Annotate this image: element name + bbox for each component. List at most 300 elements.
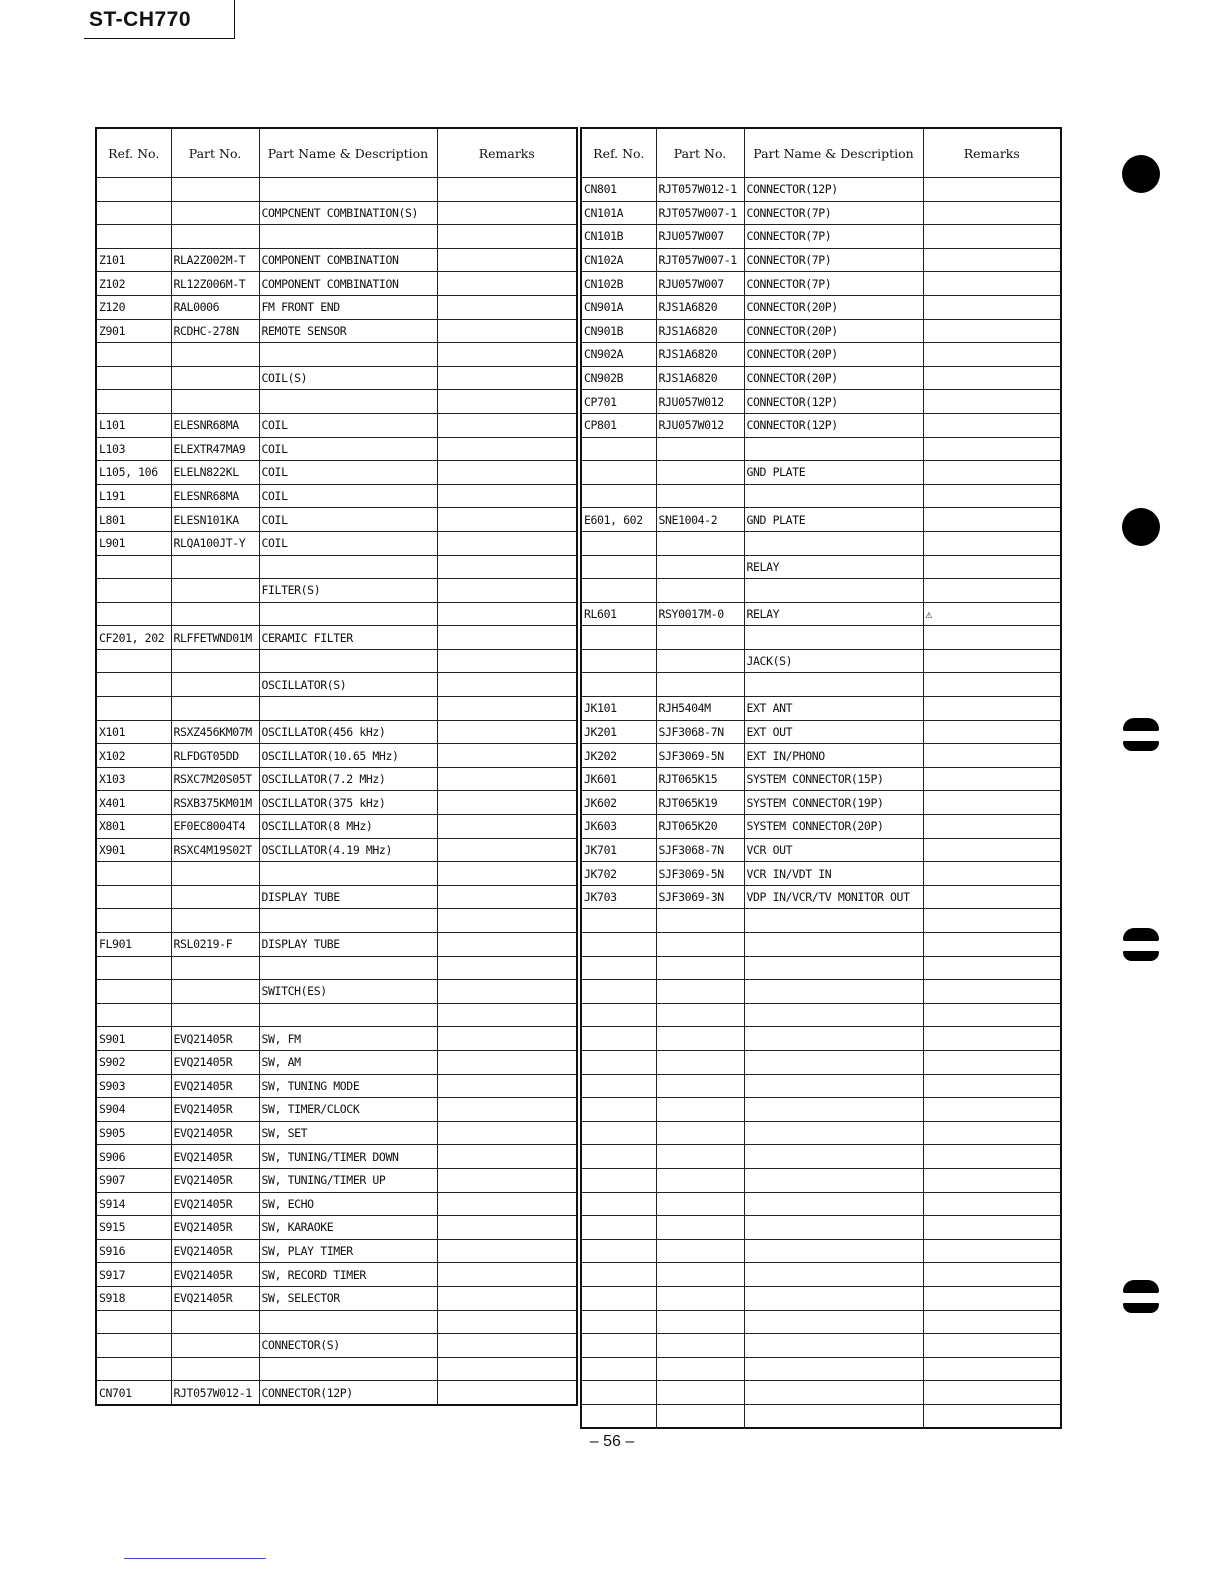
remarks-cell <box>437 649 577 673</box>
description-cell: OSCILLATOR(S) <box>259 673 437 697</box>
table-row <box>581 319 1061 343</box>
ref-no-cell <box>581 626 656 650</box>
remarks-cell <box>437 1310 577 1334</box>
table-row <box>581 673 1061 697</box>
ref-no-cell: L801 <box>96 508 171 532</box>
ref-no-cell: JK201 <box>581 720 656 744</box>
part-no-cell <box>656 1286 744 1310</box>
ref-no-cell: CN102B <box>581 272 656 296</box>
table-row <box>96 1286 577 1310</box>
ref-no-cell <box>96 1310 171 1334</box>
part-no-cell: RJT057W007-1 <box>656 201 744 225</box>
ref-no-cell <box>581 1286 656 1310</box>
remarks-cell <box>923 1050 1061 1074</box>
table-row <box>96 1192 577 1216</box>
remarks-cell <box>923 461 1061 485</box>
ref-no-cell: JK702 <box>581 862 656 886</box>
remarks-cell <box>437 343 577 367</box>
part-no-cell <box>656 1027 744 1051</box>
table-row <box>96 1145 577 1169</box>
description-cell <box>744 1239 923 1263</box>
table-row <box>96 933 577 957</box>
table-row <box>96 602 577 626</box>
ref-no-cell <box>581 673 656 697</box>
ref-no-cell <box>96 862 171 886</box>
remarks-cell <box>923 1404 1061 1428</box>
part-no-cell <box>656 1334 744 1358</box>
description-cell: CONNECTOR(S) <box>259 1334 437 1358</box>
remarks-cell <box>437 1074 577 1098</box>
part-no-cell <box>171 343 259 367</box>
description-cell: OSCILLATOR(375 kHz) <box>259 791 437 815</box>
remarks-cell <box>437 1168 577 1192</box>
table-row <box>96 531 577 555</box>
ref-no-cell: E601, 602 <box>581 508 656 532</box>
part-no-cell: ELESNR68MA <box>171 413 259 437</box>
part-no-cell <box>656 980 744 1004</box>
ref-no-cell <box>96 1334 171 1358</box>
part-no-cell: EVQ21405R <box>171 1168 259 1192</box>
ref-no-cell: X103 <box>96 767 171 791</box>
table-row <box>96 1098 577 1122</box>
part-no-cell: RSL0219-F <box>171 933 259 957</box>
part-no-cell <box>171 673 259 697</box>
table-row <box>96 1121 577 1145</box>
table-row <box>581 1121 1061 1145</box>
part-no-cell <box>656 1263 744 1287</box>
remarks-cell <box>437 602 577 626</box>
description-cell: CONNECTOR(7P) <box>744 248 923 272</box>
remarks-cell <box>437 531 577 555</box>
part-no-cell <box>171 885 259 909</box>
description-cell: SW, SET <box>259 1121 437 1145</box>
ref-no-cell: JK602 <box>581 791 656 815</box>
remarks-cell <box>437 673 577 697</box>
remarks-cell <box>437 1263 577 1287</box>
table-row <box>96 673 577 697</box>
description-cell: GND PLATE <box>744 461 923 485</box>
table-row <box>581 1334 1061 1358</box>
part-no-cell: EVQ21405R <box>171 1216 259 1240</box>
part-no-cell <box>656 649 744 673</box>
description-cell <box>259 1357 437 1381</box>
part-no-cell: RAL0006 <box>171 295 259 319</box>
remarks-cell <box>437 697 577 721</box>
table-row <box>581 1357 1061 1381</box>
part-no-cell <box>656 956 744 980</box>
part-no-cell: EVQ21405R <box>171 1098 259 1122</box>
ref-no-cell <box>96 225 171 249</box>
table-row <box>581 437 1061 461</box>
ref-no-cell <box>581 1263 656 1287</box>
part-no-cell: RJT065K20 <box>656 815 744 839</box>
ref-no-cell: Z120 <box>96 295 171 319</box>
remarks-cell <box>923 319 1061 343</box>
ref-no-cell <box>581 1098 656 1122</box>
table-row <box>96 956 577 980</box>
table-row <box>581 295 1061 319</box>
description-cell <box>259 1003 437 1027</box>
remarks-cell <box>923 1310 1061 1334</box>
part-no-cell <box>171 909 259 933</box>
description-cell <box>259 956 437 980</box>
ref-no-cell: CP801 <box>581 413 656 437</box>
part-no-cell: RJT057W012-1 <box>656 178 744 202</box>
table-row <box>96 1334 577 1358</box>
remarks-cell <box>923 1003 1061 1027</box>
remarks-cell <box>923 933 1061 957</box>
remarks-cell <box>437 838 577 862</box>
description-cell <box>744 1145 923 1169</box>
remarks-cell <box>923 1098 1061 1122</box>
description-cell <box>259 697 437 721</box>
remarks-cell <box>923 484 1061 508</box>
description-cell: COIL <box>259 413 437 437</box>
description-cell: COMPONENT COMBINATION <box>259 272 437 296</box>
part-no-cell <box>656 579 744 603</box>
table-row <box>581 343 1061 367</box>
col-header-description: Part Name & Description <box>744 128 923 178</box>
ref-no-cell <box>96 956 171 980</box>
table-row <box>581 1168 1061 1192</box>
ref-no-cell <box>581 1074 656 1098</box>
ref-no-cell <box>581 461 656 485</box>
remarks-cell <box>923 909 1061 933</box>
punch-hole-mark <box>1123 741 1159 751</box>
table-row <box>581 1145 1061 1169</box>
part-no-cell <box>171 178 259 202</box>
ref-no-cell: Z102 <box>96 272 171 296</box>
table-row <box>96 1310 577 1334</box>
punch-hole-mark <box>1123 718 1159 731</box>
remarks-cell <box>923 1286 1061 1310</box>
table-row <box>581 1310 1061 1334</box>
remarks-cell <box>437 980 577 1004</box>
part-no-cell <box>171 1334 259 1358</box>
table-row <box>581 1286 1061 1310</box>
table-row <box>581 1050 1061 1074</box>
remarks-cell <box>437 1357 577 1381</box>
ref-no-cell <box>581 1168 656 1192</box>
remarks-cell <box>923 862 1061 886</box>
description-cell <box>744 1121 923 1145</box>
remarks-cell <box>923 1216 1061 1240</box>
ref-no-cell: JK101 <box>581 697 656 721</box>
description-cell: CONNECTOR(20P) <box>744 295 923 319</box>
remarks-cell <box>923 720 1061 744</box>
description-cell: COIL <box>259 508 437 532</box>
part-no-cell: EVQ21405R <box>171 1050 259 1074</box>
part-no-cell: EF0EC8004T4 <box>171 815 259 839</box>
part-no-cell <box>656 1381 744 1405</box>
description-cell: DISPLAY TUBE <box>259 933 437 957</box>
part-no-cell <box>171 602 259 626</box>
col-header-ref-no: Ref. No. <box>581 128 656 178</box>
remarks-cell <box>923 1239 1061 1263</box>
table-row <box>96 1027 577 1051</box>
ref-no-cell: X401 <box>96 791 171 815</box>
punch-hole-mark <box>1123 1280 1159 1293</box>
remarks-cell <box>437 933 577 957</box>
ref-no-cell: L901 <box>96 531 171 555</box>
remarks-cell <box>923 201 1061 225</box>
remarks-cell <box>923 1027 1061 1051</box>
table-row <box>581 885 1061 909</box>
table-row <box>581 815 1061 839</box>
part-no-cell: RJS1A6820 <box>656 295 744 319</box>
part-no-cell: RSXC4M19S02T <box>171 838 259 862</box>
punch-hole-mark <box>1123 1303 1159 1313</box>
remarks-cell <box>437 1121 577 1145</box>
part-no-cell: ELESN101KA <box>171 508 259 532</box>
remarks-cell <box>923 1145 1061 1169</box>
scan-edge-line <box>124 1558 266 1559</box>
description-cell <box>259 555 437 579</box>
ref-no-cell <box>581 1310 656 1334</box>
part-no-cell <box>171 1310 259 1334</box>
part-no-cell <box>171 649 259 673</box>
part-no-cell <box>171 1357 259 1381</box>
part-no-cell: RJS1A6820 <box>656 343 744 367</box>
description-cell <box>259 225 437 249</box>
description-cell: SW, TUNING MODE <box>259 1074 437 1098</box>
ref-no-cell <box>581 1381 656 1405</box>
ref-no-cell <box>581 1121 656 1145</box>
table-row <box>581 248 1061 272</box>
table-row <box>581 791 1061 815</box>
part-no-cell: EVQ21405R <box>171 1074 259 1098</box>
ref-no-cell <box>581 1216 656 1240</box>
table-row <box>581 933 1061 957</box>
ref-no-cell <box>581 1239 656 1263</box>
table-row <box>581 201 1061 225</box>
table-row <box>96 1239 577 1263</box>
part-no-cell <box>656 909 744 933</box>
part-no-cell: EVQ21405R <box>171 1121 259 1145</box>
table-row <box>96 767 577 791</box>
remarks-cell <box>923 1381 1061 1405</box>
part-no-cell: ELEXTR47MA9 <box>171 437 259 461</box>
remarks-cell <box>437 1334 577 1358</box>
table-row <box>96 815 577 839</box>
description-cell: CONNECTOR(12P) <box>259 1381 437 1405</box>
ref-no-cell <box>581 1357 656 1381</box>
col-header-part-no: Part No. <box>656 128 744 178</box>
ref-no-cell <box>96 555 171 579</box>
part-no-cell: RLFFETWND01M <box>171 626 259 650</box>
description-cell <box>744 1003 923 1027</box>
col-header-part-no: Part No. <box>171 128 259 178</box>
ref-no-cell: S903 <box>96 1074 171 1098</box>
part-no-cell <box>656 461 744 485</box>
description-cell: RELAY <box>744 555 923 579</box>
description-cell <box>744 579 923 603</box>
ref-no-cell <box>581 555 656 579</box>
remarks-cell <box>923 767 1061 791</box>
remarks-cell <box>437 1192 577 1216</box>
description-cell <box>744 980 923 1004</box>
remarks-cell <box>923 956 1061 980</box>
remarks-cell <box>923 225 1061 249</box>
remarks-cell <box>437 1145 577 1169</box>
description-cell <box>744 1027 923 1051</box>
ref-no-cell: CN902B <box>581 366 656 390</box>
table-header-row <box>581 128 1061 178</box>
ref-no-cell: S915 <box>96 1216 171 1240</box>
ref-no-cell <box>96 366 171 390</box>
description-cell <box>259 1310 437 1334</box>
description-cell <box>744 531 923 555</box>
description-cell <box>259 178 437 202</box>
remarks-cell <box>437 956 577 980</box>
remarks-cell <box>923 1357 1061 1381</box>
ref-no-cell <box>96 178 171 202</box>
part-no-cell <box>656 1192 744 1216</box>
punch-hole-mark <box>1122 508 1160 546</box>
part-no-cell <box>171 201 259 225</box>
remarks-cell <box>923 1263 1061 1287</box>
ref-no-cell: RL601 <box>581 602 656 626</box>
ref-no-cell: CN701 <box>96 1381 171 1405</box>
part-no-cell: RLFDGT05DD <box>171 744 259 768</box>
remarks-cell <box>437 767 577 791</box>
ref-no-cell <box>96 390 171 414</box>
ref-no-cell <box>96 673 171 697</box>
description-cell: REMOTE SENSOR <box>259 319 437 343</box>
ref-no-cell <box>96 343 171 367</box>
description-cell: SWITCH(ES) <box>259 980 437 1004</box>
part-no-cell <box>656 1357 744 1381</box>
description-cell: JACK(S) <box>744 649 923 673</box>
part-no-cell <box>656 933 744 957</box>
remarks-cell <box>437 626 577 650</box>
table-row <box>581 413 1061 437</box>
description-cell: VDP IN/VCR/TV MONITOR OUT <box>744 885 923 909</box>
ref-no-cell: CF201, 202 <box>96 626 171 650</box>
table-row <box>96 555 577 579</box>
table-row <box>96 649 577 673</box>
table-row <box>581 579 1061 603</box>
description-cell <box>744 1357 923 1381</box>
part-no-cell: RLA2Z002M-T <box>171 248 259 272</box>
part-no-cell <box>171 697 259 721</box>
table-row <box>96 744 577 768</box>
remarks-cell <box>437 815 577 839</box>
remarks-cell <box>923 555 1061 579</box>
remarks-cell <box>923 980 1061 1004</box>
ref-no-cell: S918 <box>96 1286 171 1310</box>
description-cell: SW, TUNING/TIMER DOWN <box>259 1145 437 1169</box>
table-row <box>581 697 1061 721</box>
remarks-cell <box>437 555 577 579</box>
ref-no-cell: S905 <box>96 1121 171 1145</box>
table-row <box>581 272 1061 296</box>
description-cell <box>744 1050 923 1074</box>
remarks-cell <box>437 295 577 319</box>
description-cell: RELAY <box>744 602 923 626</box>
remarks-cell <box>923 744 1061 768</box>
part-no-cell: RJT057W012-1 <box>171 1381 259 1405</box>
description-cell: OSCILLATOR(10.65 MHz) <box>259 744 437 768</box>
part-no-cell <box>171 579 259 603</box>
part-no-cell: ELESNR68MA <box>171 484 259 508</box>
remarks-cell <box>437 437 577 461</box>
part-no-cell: RL12Z006M-T <box>171 272 259 296</box>
description-cell: CONNECTOR(20P) <box>744 319 923 343</box>
part-no-cell: RSXZ456KM07M <box>171 720 259 744</box>
part-no-cell: SNE1004-2 <box>656 508 744 532</box>
description-cell: OSCILLATOR(4.19 MHz) <box>259 838 437 862</box>
table-row <box>581 390 1061 414</box>
part-no-cell <box>656 673 744 697</box>
remarks-cell <box>923 626 1061 650</box>
description-cell <box>744 1310 923 1334</box>
remarks-cell <box>437 1286 577 1310</box>
ref-no-cell <box>581 1192 656 1216</box>
remarks-cell <box>923 1074 1061 1098</box>
part-no-cell <box>656 1239 744 1263</box>
remarks-cell <box>923 531 1061 555</box>
remarks-cell <box>437 862 577 886</box>
description-cell: EXT IN/PHONO <box>744 744 923 768</box>
description-cell <box>744 1286 923 1310</box>
description-cell <box>744 673 923 697</box>
part-no-cell: RJT065K19 <box>656 791 744 815</box>
part-no-cell: RJS1A6820 <box>656 366 744 390</box>
table-row <box>581 1192 1061 1216</box>
remarks-cell: ⚠ <box>923 602 1061 626</box>
description-cell: GND PLATE <box>744 508 923 532</box>
remarks-cell <box>437 390 577 414</box>
model-header-box <box>84 0 235 39</box>
ref-no-cell: CN101B <box>581 225 656 249</box>
description-cell: CONNECTOR(20P) <box>744 366 923 390</box>
table-row <box>96 272 577 296</box>
ref-no-cell <box>581 579 656 603</box>
ref-no-cell <box>581 1027 656 1051</box>
table-row <box>96 1003 577 1027</box>
table-row <box>581 956 1061 980</box>
remarks-cell <box>437 1239 577 1263</box>
description-cell: FM FRONT END <box>259 295 437 319</box>
remarks-cell <box>923 272 1061 296</box>
part-no-cell: RJT057W007-1 <box>656 248 744 272</box>
description-cell: EXT ANT <box>744 697 923 721</box>
table-row <box>581 1003 1061 1027</box>
table-row <box>96 225 577 249</box>
part-no-cell: RJU057W012 <box>656 413 744 437</box>
table-row <box>96 1381 577 1405</box>
part-no-cell <box>656 1310 744 1334</box>
table-row <box>96 885 577 909</box>
description-cell: CONNECTOR(12P) <box>744 413 923 437</box>
description-cell: VCR IN/VDT IN <box>744 862 923 886</box>
ref-no-cell <box>581 1145 656 1169</box>
table-row <box>581 461 1061 485</box>
part-no-cell: RSY0017M-0 <box>656 602 744 626</box>
model-number: ST-CH770 <box>89 8 192 31</box>
description-cell: OSCILLATOR(7.2 MHz) <box>259 767 437 791</box>
description-cell: COIL <box>259 484 437 508</box>
table-header-row <box>96 128 577 178</box>
ref-no-cell <box>581 1334 656 1358</box>
description-cell <box>744 626 923 650</box>
ref-no-cell: CP701 <box>581 390 656 414</box>
description-cell: COIL <box>259 531 437 555</box>
part-no-cell: RSXB375KM01M <box>171 791 259 815</box>
remarks-cell <box>923 343 1061 367</box>
ref-no-cell: CN801 <box>581 178 656 202</box>
